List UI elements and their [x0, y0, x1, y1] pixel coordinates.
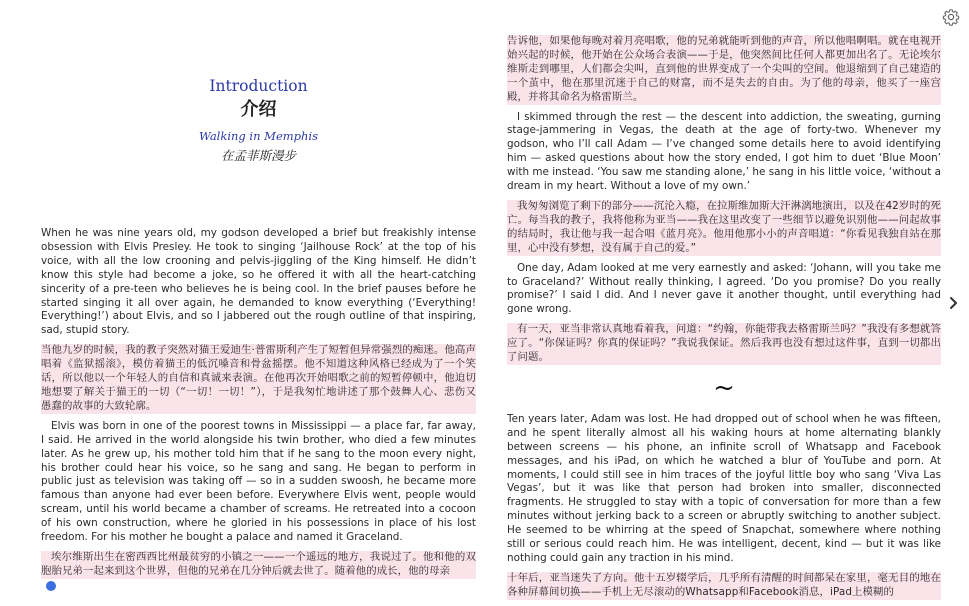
left-column	[41, 227, 476, 585]
paragraph-en: One day, Adam looked at me very earnestly and asked: ‘Johann, will you take me to Graceland?’ Without really thinking, I agreed. ‘Do you promise? Do you really promise?’ I said I did. And I never gave it another thought, until everything had gone wrong.	[507, 261, 941, 316]
paragraph-en: Elvis was born in one of the poorest towns in Mississippi — a place far, far away, I said. He arrived in the world alongside his twin brother, who died a few minutes later. As he grew up, his mother told him that if he sang to the moon every night, his brother could hear his voice, so he sang and sang. He began to perform in public just as television was taking off — so in a sudden swoosh, he became more famous than anyone had ever been before. Everywhere Elvis went, people would scream, until his world became a chamber of screams. He retreated into a cocoon of his own construction, where he gloried in his possessions in place of his lost freedom. For his mother he bought a palace and named it Graceland.	[41, 419, 476, 544]
settings-button[interactable]	[942, 8, 960, 26]
paragraph-zh: 我匆匆浏览了剩下的部分——沉沦入瘾，在拉斯维加斯大汗淋漓地演出，以及在42岁时的死亡。每当我的教子，我将他称为亚当——我在这里改变了一些细节以避免识别他——问起故事的结局时，我让他与我一起合唱《蓝月亮》。他用他那小小的声音唱道：“你看见我独自站在那里，心中没有梦想，没有属于自己的爱。”	[507, 199, 941, 254]
chapter-heading	[41, 76, 476, 166]
paragraph-en: Ten years later, Adam was lost. He had dropped out of school when he was fifteen, and he spent literally almost all his waking hours at home alternating blankly between screens — his phone, an infinite scroll of Whatsapp and Facebook messages, and his iPad, on which he watched a blur of YouTube and porn. At moments, I could still see in him traces of the joyful little boy who sang ‘Viva Las Vegas’, but it was like that person had broken into smaller, disconnected fragments. He struggled to stay with a topic of conversation for more than a few minutes without jerking back to a screen or abruptly switching to another subject. He seemed to be whirring at the speed of Snapchat, somewhere where nothing still or serious could reach him. He was intelligent, decent, kind — but it was like nothing could gain any traction in his mind.	[507, 412, 941, 564]
chapter-subtitle-zh: 在孟菲斯漫步	[220, 148, 296, 163]
chevron-right-icon	[947, 292, 961, 314]
paragraph-zh: 有一天，亚当非常认真地看着我，问道：“约翰，你能带我去格雷斯兰吗？”我没有多想就答应了。“你保证吗？你真的保证吗？”我说我保证。然后我再也没有想过这件事，直到一切都出了问题。	[507, 323, 941, 364]
chapter-title-zh: 介绍	[240, 99, 277, 120]
paragraph-zh: 十年后，亚当迷失了方向。他十五岁辍学后，几乎所有清醒的时间都呆在家里，毫无目的地在各种屏幕间切换——手机上无尽滚动的Whatsapp和Facebook消息，iPad上模糊的	[507, 571, 941, 598]
chapter-subtitle-en: Walking in Memphis	[199, 129, 318, 143]
paragraph-en: When he was nine years old, my godson developed a brief but freakishly intense obsession with Elvis Presley. He took to singing ‘Jailhouse Rock’ at the top of his voice, with all the low crooning and pelvis-jiggling of the King himself. He didn’t know this style had become a joke, so he offered it with all the heart-catching sincerity of a pre-teen who believes he is being cool. In the brief pauses before he started singing it all over again, he demanded to know everything (‘Everything! Everything!’) about Elvis, and so I jabbered out the rough outline of that inspiring, sad, stupid story.	[41, 227, 476, 337]
next-page-button[interactable]	[947, 292, 961, 314]
section-divider: ~	[713, 372, 735, 403]
chapter-title-en: Introduction	[209, 77, 308, 95]
reading-progress-indicator	[46, 581, 56, 591]
paragraph-en: I skimmed through the rest — the descent into addiction, the sweating, gurning stage-jammering in Vegas, the death at the age of forty-two. Whenever my godson, who I’ll call Adam — I’ve changed some details here to avoid identifying him — asked questions about how the story ended, I got him to duet ‘Blue Moon’ with me instead. ‘You saw me standing alone,’ he sang in his little voice, ‘without a dream in my heart. Without a love of my own.’	[507, 110, 941, 193]
paragraph-zh: 当他九岁的时候，我的教子突然对猫王爱迪生·普雷斯利产生了短暂但异常强烈的痴迷。他高声唱着《监狱摇滚》，模仿着猫王的低沉嗓音和骨盆摇摆。他不知道这种风格已经成为了一个笑话，所以他以一个年轻人的自信和真诚来表演。在他再次开始唱歌之前的短暂停顿中，他迫切地想要了解关于猫王的一切（“一切！一切！”），于是我匆忙地讲述了那个鼓舞人心、悲伤又愚蠢的故事的大致轮廓。	[41, 344, 476, 412]
right-column	[507, 35, 941, 606]
paragraph-zh: 埃尔维斯出生在密西西比州最贫穷的小镇之一——一个遥远的地方，我说过了。他和他的双胞胎兄弟一起来到这个世界，但他的兄弟在几分钟后就去世了。随着他的成长，他的母亲	[41, 550, 476, 577]
gear-icon	[942, 8, 960, 26]
paragraph-zh: 告诉他，如果他每晚对着月亮唱歌，他的兄弟就能听到他的声音，所以他唱啊唱。就在电视开始兴起的时候，他开始在公众场合表演——于是，他突然间比任何人都更加出名了。无论埃尔维斯走到哪里，人们都会尖叫，直到他的世界变成了一个尖叫的空间。他退缩到了自己建造的一个茧中，他在那里沉迷于自己的财富，而不是失去的自由。为了他的母亲，他买了一座宫殿，并将其命名为格雷斯兰。	[507, 35, 941, 103]
